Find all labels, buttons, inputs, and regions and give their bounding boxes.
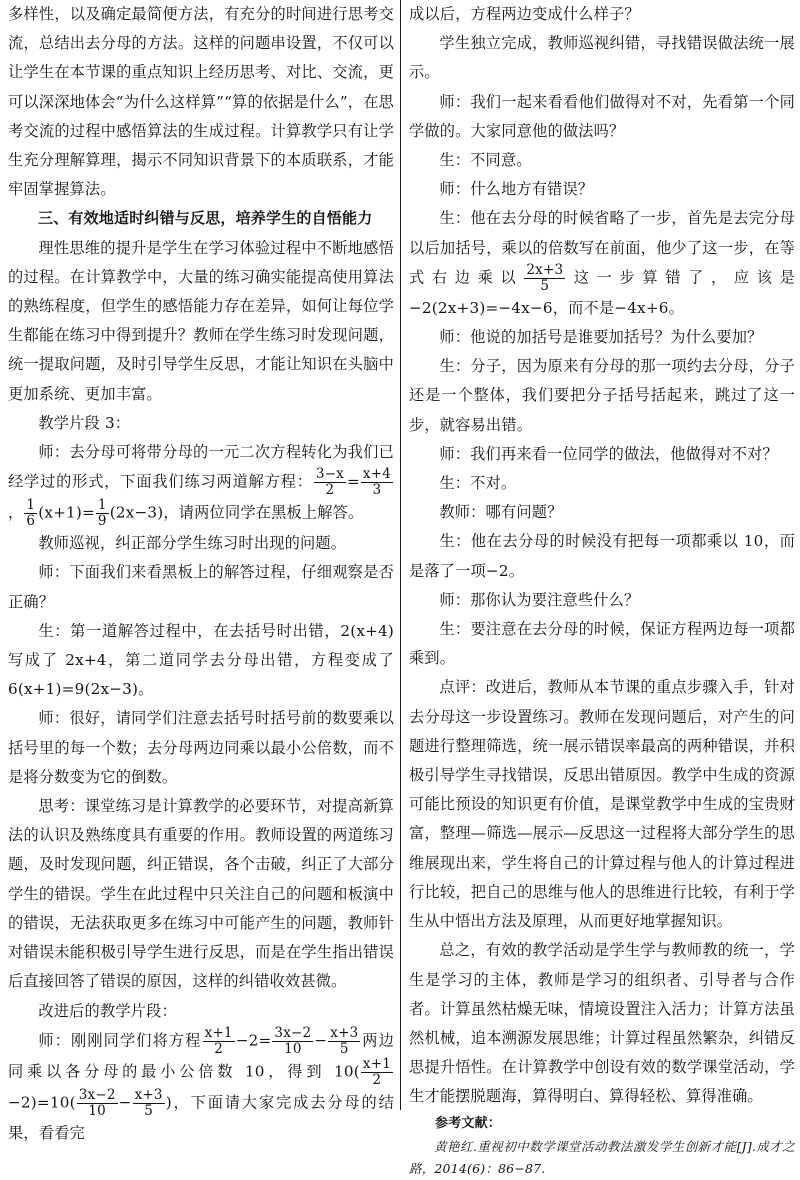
paragraph: 师：我们再来看一位同学的做法，他做得对不对？	[439, 444, 778, 463]
paragraph: 生：他在去分母的时候没有把每一项都乘以 10，而是落了一项−2。	[409, 532, 795, 580]
paragraph-intro: 理性思维的提升是学生在学习体验过程中不断地感悟的过程。在计算教学中，大量的练习确实能提高使用算法的熟练程度，但学生的感悟能力存在差异，如何让每位学生都能在练习中得到提升？教师在学生练习时发现问题，统一提取问题，及时引导学生反思，才能让知识在头脑中更加系统、更加丰富。	[8, 238, 394, 403]
paragraph: 生：第一道解答过程中，在去括号时出错，2(x+4)写成了 2x+4，第二道同学去分母出错，方程变成了 6(x+1)=9(2x−3)。	[8, 621, 394, 699]
fragment-label-3: 教学片段 3：	[38, 413, 131, 432]
fraction: $\frac{x+3}{5}$	[330, 1024, 359, 1057]
improved-fragment-label: 改进后的教学片段：	[38, 1001, 177, 1020]
teacher-equation-2: 师：刚刚同学们将方程 $\frac{x+1}{2}$ −2= $\frac{3x-2}{10}$ − $\frac{x+3}{5}$ 两边同乘以各分母的最小公倍数 10，得到 10( $\frac{x+1}{2}$ −2)=10( $\frac{3x-2}{10}$ − $\frac{x+3}{5}$ )，下面请大家完成去分母的结果，看看完	[8, 1024, 395, 1142]
references-title: 参考文献：	[435, 1115, 502, 1131]
reference-item: 黄艳红.重视初中数学课堂活动教法激发学生创新才能[J].成才之路，2014(6)：86−87.	[409, 1138, 795, 1176]
fraction: $\frac{3-x}{2}$	[315, 466, 344, 499]
conclusion-paragraph: 总之，有效的教学活动是学生学与教师教的统一，学生是学习的主体，教师是学习的组织者、引导者与合作者。计算虽然枯燥无味，情境设置注入活力；计算方法虽然机械，追本溯源发展思维；计算过程虽然繁杂，纠错反思提升悟性。在计算教学中创设有效的数学课堂活动，学生才能摆脱题海，算得明白、算得轻松、算得准确。	[409, 941, 795, 1106]
fraction: $\frac{3x-2}{10}$	[78, 1086, 116, 1119]
paragraph: 师：他说的加括号是谁要加括号？为什么要加？	[439, 328, 763, 347]
paragraph: 学生独立完成，教师巡视纠错，寻找错误做法统一展示。	[409, 34, 795, 82]
left-column	[8, 0, 394, 1148]
reflection-paragraph: 思考：课堂练习是计算教学的必要环节，对提高新算法的认识及熟练度具有重要的作用。教师设置的两道练习题，及时发现问题，纠正错误，各个击破，纠正了大部分学生的错误。学生在此过程中只关注自己的问题和板演中的错误，无法获取更多在练习中可能产生的问题，教师针对错误未能积极引导学生进行反思，而是在学生指出错误后直接回答了错误的原因，这样的纠错收效甚微。	[8, 797, 394, 991]
paragraph: 生：分子，因为原来有分母的那一项约去分母，分子还是一个整体，我们要把分子括号括起来，跳过了这一步，就容易出错。	[409, 357, 795, 434]
commentary-paragraph: 点评：改进后，教师从本节课的重点步骤入手，针对去分母这一步设置练习。教师在发现问题后，对产生的问题进行整理筛选，统一展示错误率最高的两种错误，并积极引导学生寻找错误，反思出错原因。教学中生成的资源可能比预设的知识更有价值，是课堂教学中生成的宝贵财富，整理—筛选—展示—反思这一过程将大部分学生的思维展现出来，学生将自己的计算过程与他人的计算过程进行比较，把自己的思维与他人的思维进行比较，有利于学生从中悟出方法及原理，从而更好地掌握知识。	[409, 678, 795, 931]
paragraph: 教师：哪有问题？	[439, 503, 563, 522]
paragraph: 师：那你认为要注意些什么？	[439, 590, 640, 609]
fraction: $\frac{1}{9}$	[97, 497, 107, 530]
fraction: $\frac{3x-2}{10}$	[274, 1024, 312, 1057]
fraction: $\frac{x+1}{2}$	[204, 1024, 233, 1057]
column-divider	[400, 0, 401, 1110]
fraction: $\frac{1}{6}$	[26, 497, 36, 530]
paragraph: 教师巡视，纠正部分学生练习时出现的问题。	[38, 534, 347, 553]
right-column	[409, 0, 795, 1180]
teacher-text: 师：去分母可将带分母的一元二次方程转化为我们已经学过的形式，下面我们练习两道解方程：	[8, 443, 394, 491]
paragraph-continued: 多样性，以及确定最简便方法，有充分的时间进行思考交流，总结出去分母的方法。这样的问题串设置，不仅可以让学生在本节课的重点知识上经历思考、对比、交流，更可以深深地体会“为什么这样算”“算的依据是什么”，在思考交流的过程中感悟算法的生成过程。计算教学只有让学生充分理解算理，揭示不同知识背景下的本质联系，才能牢固掌握算法。	[8, 5, 394, 199]
fraction: $\frac{2x+3}{5}$	[526, 261, 564, 294]
student-answer: 生：他在去分母的时候省略了一步，首先是去完分母以后加括号，乘以的倍数写在前面，他少了这一步，在等式右边乘以 $\frac{2x+3}{5}$ 这一步算错了，应该是−2(2x+3)=−4x−6，而不是−4x+6。	[409, 209, 796, 317]
paragraph: 师：下面我们来看黑板上的解答过程，仔细观察是否正确？	[8, 563, 394, 611]
paragraph: 生：不对。	[439, 474, 517, 493]
paragraph: 师：什么地方有错误？	[439, 180, 594, 199]
fraction: $\frac{x+4}{3}$	[362, 466, 391, 499]
paragraph-continued: 成以后，方程两边变成什么样子？	[409, 5, 640, 23]
paragraph: 师：很好，请同学们注意去括号时括号前的数要乘以括号里的每一个数；去分母两边同乘以最小公倍数，而不是将分数变为它的倒数。	[8, 709, 394, 786]
paragraph: 生：要注意在去分母的时候，保证方程两边每一项都乘到。	[409, 620, 795, 668]
fraction: $\frac{x+3}{5}$	[134, 1086, 163, 1119]
fraction: $\frac{x+1}{2}$	[362, 1055, 391, 1088]
paragraph: 师：我们一起来看看他们做得对不对，先看第一个同学做的。大家同意他的做法吗？	[409, 92, 795, 140]
section-heading-3: 三、有效地适时纠错与反思，培养学生的自悟能力	[38, 209, 373, 228]
teacher-equations: 师：去分母可将带分母的一元二次方程转化为我们已经学过的形式，下面我们练习两道解方程： $\frac{3-x}{2}$ = $\frac{x+4}{3}$ ， $\frac{1}{6}$ (x+1)= $\frac{1}{9}$ (2x−3)，请两位同学在黑板上解答。	[8, 443, 394, 530]
paragraph: 生：不同意。	[439, 151, 532, 170]
